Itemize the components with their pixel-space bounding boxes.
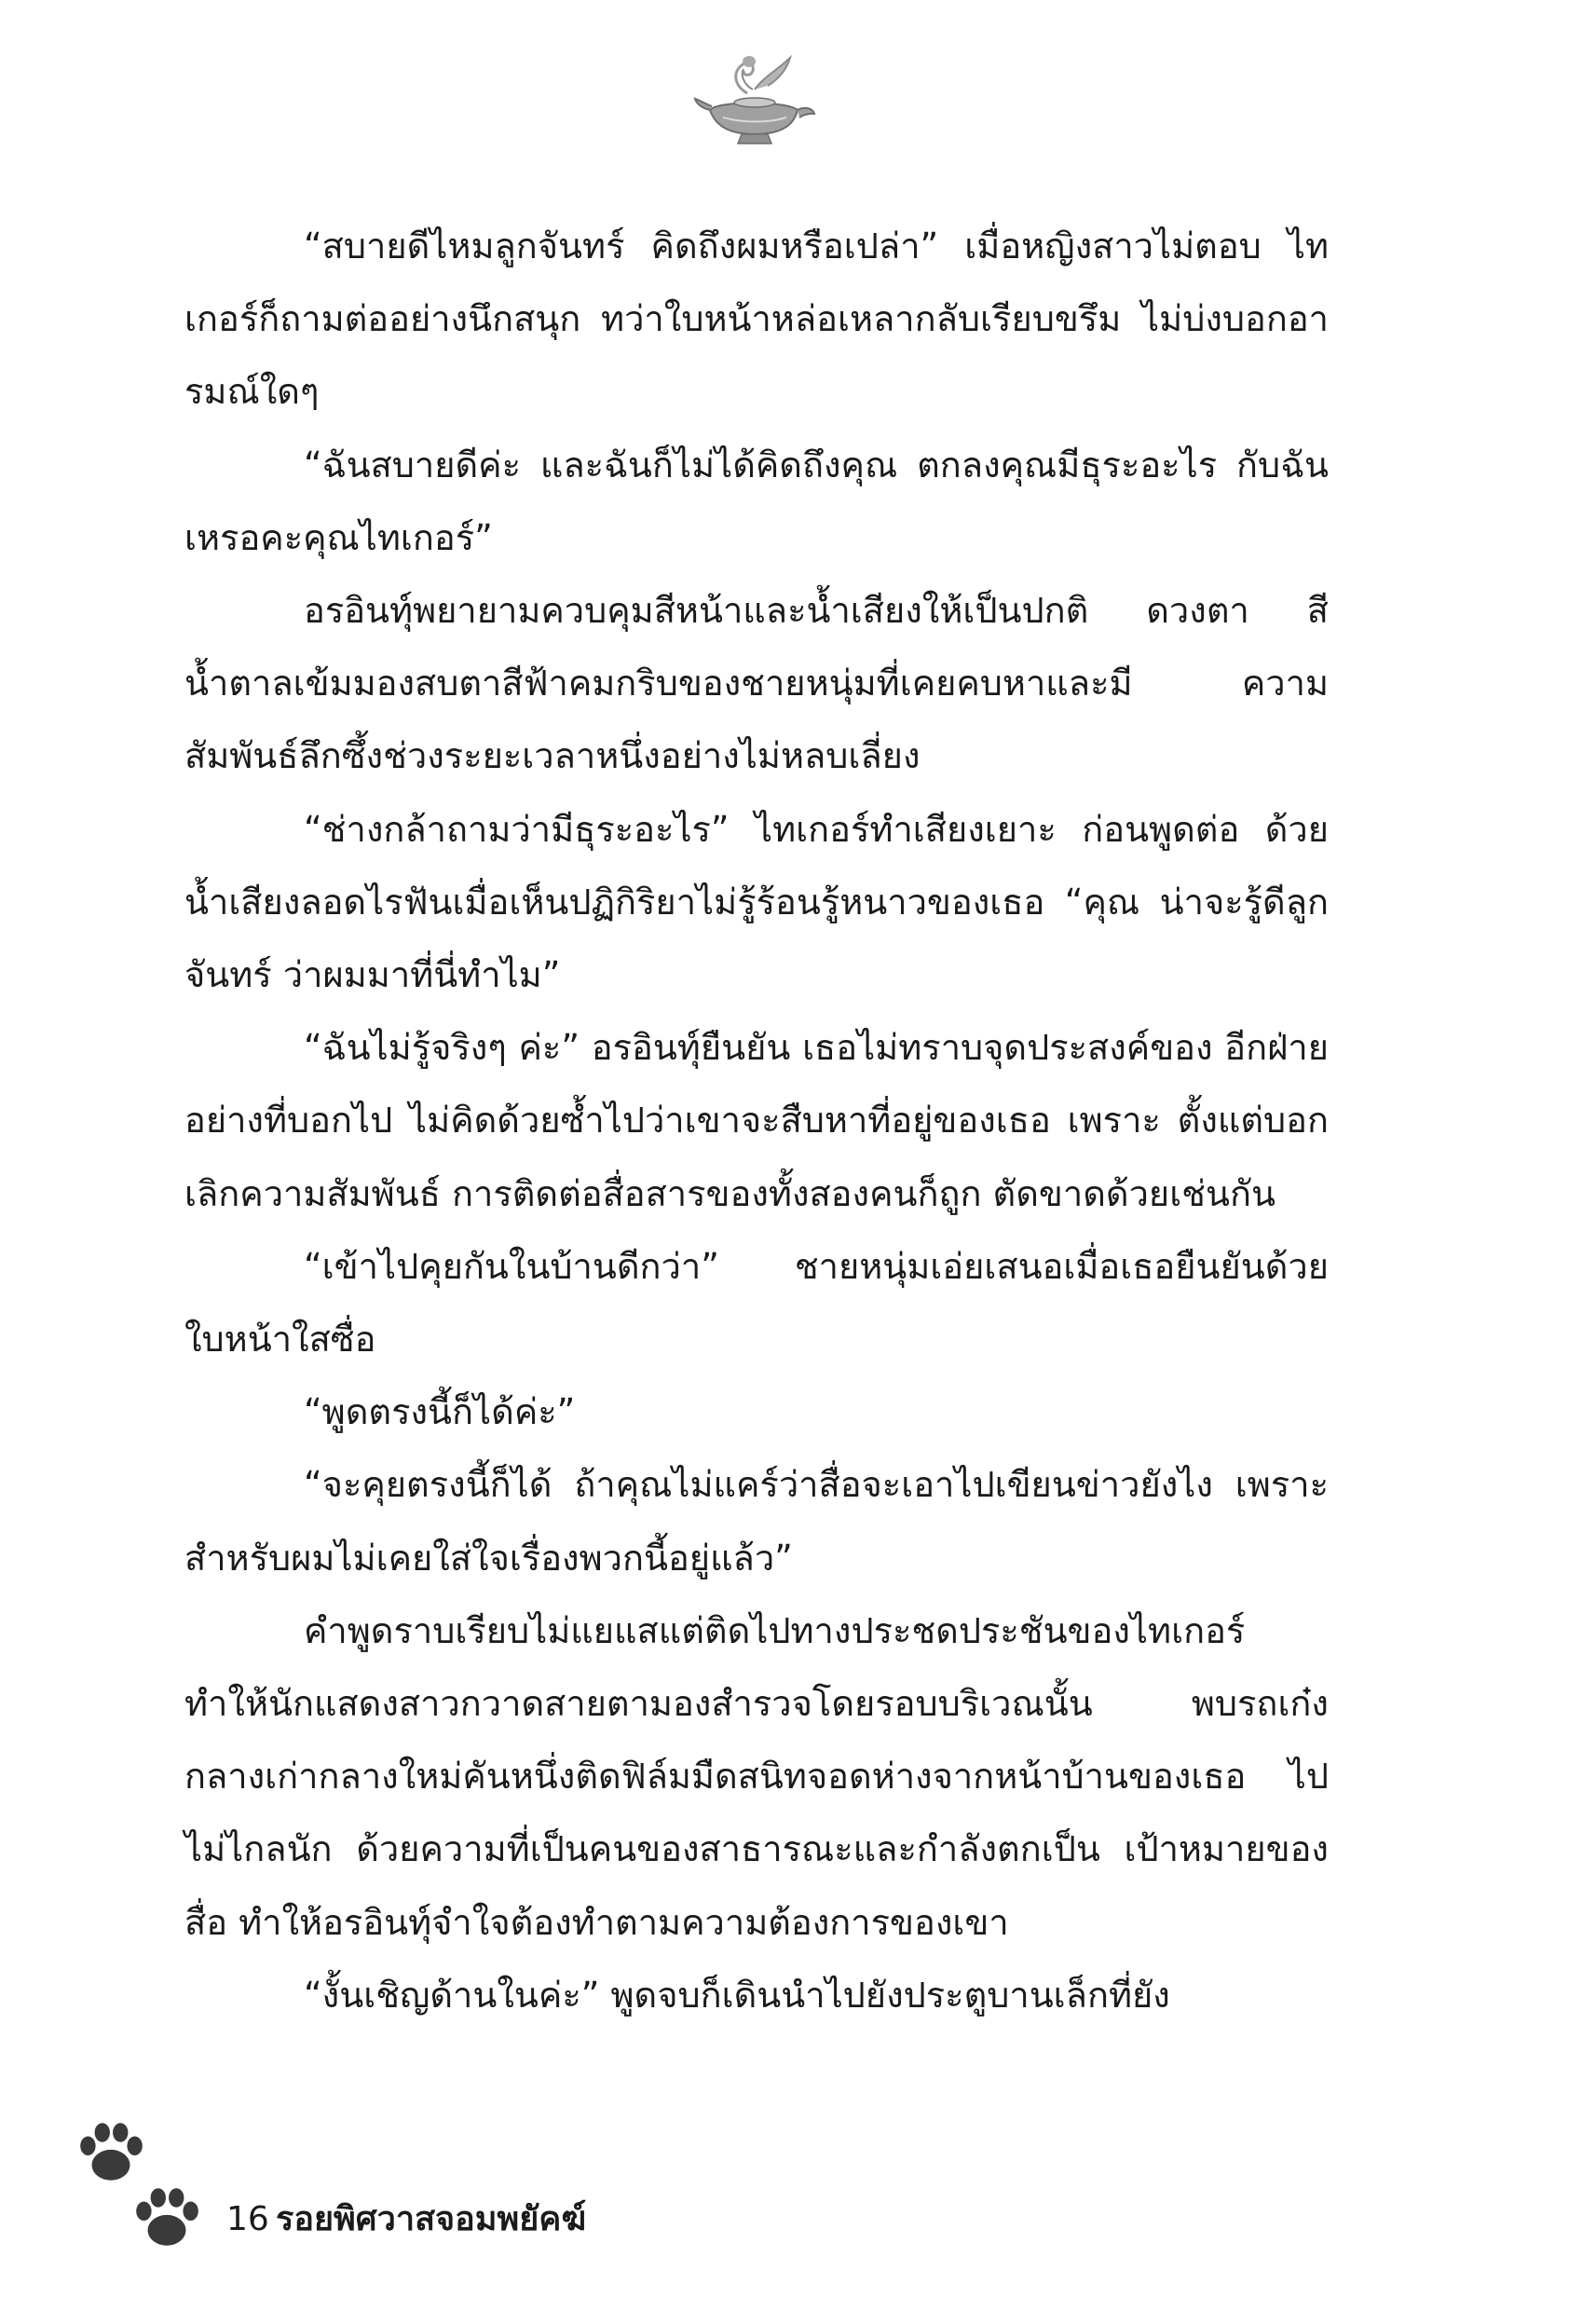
paragraph: “งั้นเชิญด้านในค่ะ” พูดจบก็เดินนำไปยังประตูบานเล็กที่ยัง — [304, 1974, 1170, 2016]
paragraph: “ฉันสบายดีค่ะ และฉันก็ไม่ได้คิดถึงคุณ ตกลงคุณมีธุระอะไร กับฉันเหรอคะคุณไทเกอร์” — [184, 444, 1329, 558]
genie-lamp-ornament-icon — [689, 48, 820, 151]
paragraph: “เข้าไปคุยกันในบ้านดีกว่า” ชายหนุ่มเอ่ยเสนอเมื่อเธอยืนยันด้วย ใบหน้าใสซื่อ — [184, 1245, 1329, 1361]
paragraph: อรอินทุ์พยายามควบคุมสีหน้าและน้ำเสียงให้เป็นปกติ ดวงตา สีน้ำตาลเข้มมองสบตาสีฟ้าคมกริบของชายหนุ่มที่เคยคบหาและมี ความสัมพันธ์ลึกซึ้งช่วงระยะเวลาหนึ่งอย่างไม่หลบเลี่ยง — [184, 590, 1329, 777]
paw-print-icon — [129, 2181, 205, 2257]
paragraph: “พูดตรงนี้ก็ได้ค่ะ” — [304, 1391, 576, 1433]
paragraph: “ช่างกล้าถามว่ามีธุระอะไร” ไทเกอร์ทำเสียงเยาะ ก่อนพูดต่อ ด้วยน้ำเสียงลอดไรฟันเมื่อเห็นปฏิกิริยาไม่รู้ร้อนรู้หนาวของเธอ “คุณ น่าจะรู้ดีลูกจันทร์ ว่าผมมาที่นี่ทำไม” — [184, 808, 1329, 996]
body-text — [184, 210, 1329, 2031]
paragraph: คำพูดราบเรียบไม่แยแสแต่ติดไปทางประชดประชันของไทเกอร์ ทำให้นักแสดงสาวกวาดสายตามองสำรวจโดยรอบบริเวณนั้น พบรถเก๋ง กลางเก่ากลางใหม่คันหนึ่งติดฟิล์มมืดสนิทจอดห่างจากหน้าบ้านของเธอ ไปไม่ไกลนัก ด้วยความที่เป็นคนของสาธารณะและกำลังตกเป็น เป้าหมายของสื่อ ทำให้อรอินทุ์จำใจต้องทำตามความต้องการของเขา — [184, 1609, 1329, 1943]
page-number: 16 — [226, 2200, 269, 2238]
book-title: รอยพิศวาสจอมพยัคฆ์ — [276, 2200, 587, 2238]
page-footer — [73, 2115, 725, 2292]
paragraph: “จะคุยตรงนี้ก็ได้ ถ้าคุณไม่แคร์ว่าสื่อจะเอาไปเขียนข่าวยังไง เพราะสำหรับผมไม่เคยใส่ใจเรื่องพวกนี้อยู่แล้ว” — [184, 1464, 1329, 1579]
paragraph: “สบายดีไหมลูกจันทร์ คิดถึงผมหรือเปล่า” เมื่อหญิงสาวไม่ตอบ ไทเกอร์ก็ถามต่ออย่างนึกสนุก ทว่าใบหน้าหล่อเหลากลับเรียบขรึม ไม่บ่งบอกอารมณ์ใดๆ — [184, 226, 1329, 413]
paragraph: “ฉันไม่รู้จริงๆ ค่ะ” อรอินทุ์ยืนยัน เธอไม่ทราบจุดประสงค์ของ อีกฝ่ายอย่างที่บอกไป ไม่คิดด้วยซ้ำไปว่าเขาจะสืบหาที่อยู่ของเธอ เพราะ ตั้งแต่บอกเลิกความสัมพันธ์ การติดต่อสื่อสารของทั้งสองคนก็ถูก ตัดขาดด้วยเช่นกัน — [184, 1027, 1329, 1214]
